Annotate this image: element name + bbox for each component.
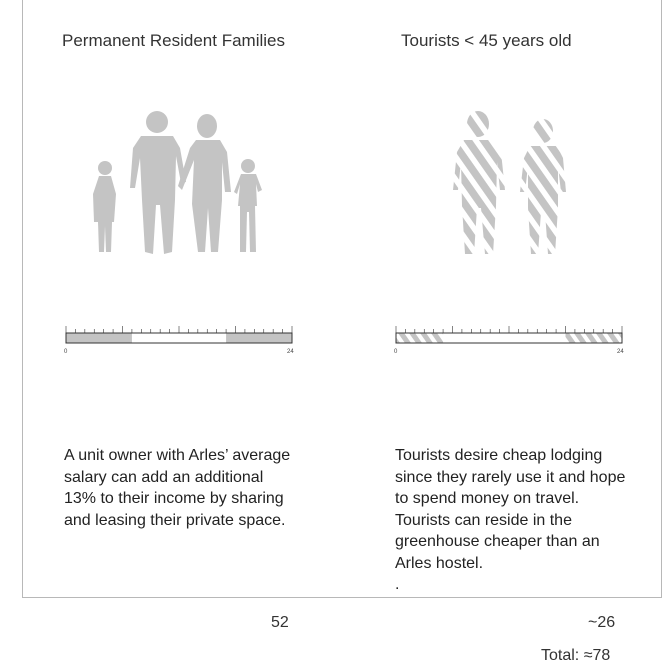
- resident-description: A unit owner with Arles’ average salary can add an additional 13% to their income by sharing and leasing their private space.: [64, 447, 291, 529]
- tourist-scale-ticks: [396, 326, 622, 333]
- tourist-hour-scale: [394, 326, 624, 355]
- heading-tourists: Tourists < 45 years old: [401, 31, 572, 50]
- tourist-2-silhouette: [520, 119, 566, 254]
- tourist-scale-max-label: 24: [617, 349, 624, 355]
- resident-scale-min-label: 0: [64, 349, 68, 355]
- resident-scale-ticks: [66, 326, 292, 333]
- tourist-trailing-mark: .: [395, 576, 400, 593]
- resident-hour-scale: [64, 326, 294, 355]
- tourist-scale-min-label: 0: [394, 349, 398, 355]
- tourist-1-silhouette: [453, 111, 505, 254]
- resident-count: 52: [271, 614, 289, 631]
- tourist-description: Tourists desire cheap lodging since they rarely use it and hope to spend money on travel. Tourists can reside in the greenhouse cheaper than an Arles hostel.: [395, 447, 626, 572]
- tourist-description-block: [395, 445, 635, 596]
- resident-occupied-segment-1: [66, 333, 132, 343]
- tourist-count: ~26: [588, 614, 616, 631]
- mother-silhouette: [178, 114, 231, 252]
- tourist-occupied-segment-1: [396, 333, 443, 343]
- family-silhouette-group: [93, 111, 262, 254]
- tourist-occupied-segment-2: [566, 333, 623, 343]
- resident-scale-max-label: 24: [287, 349, 294, 355]
- child-boy-silhouette: [234, 159, 262, 252]
- total-count: Total: ≈78: [541, 647, 611, 664]
- heading-resident-families: Permanent Resident Families: [62, 31, 285, 50]
- father-silhouette: [130, 111, 186, 254]
- tourist-silhouette-group: [453, 111, 566, 254]
- child-girl-silhouette: [93, 161, 116, 252]
- resident-occupied-segment-2: [226, 333, 292, 343]
